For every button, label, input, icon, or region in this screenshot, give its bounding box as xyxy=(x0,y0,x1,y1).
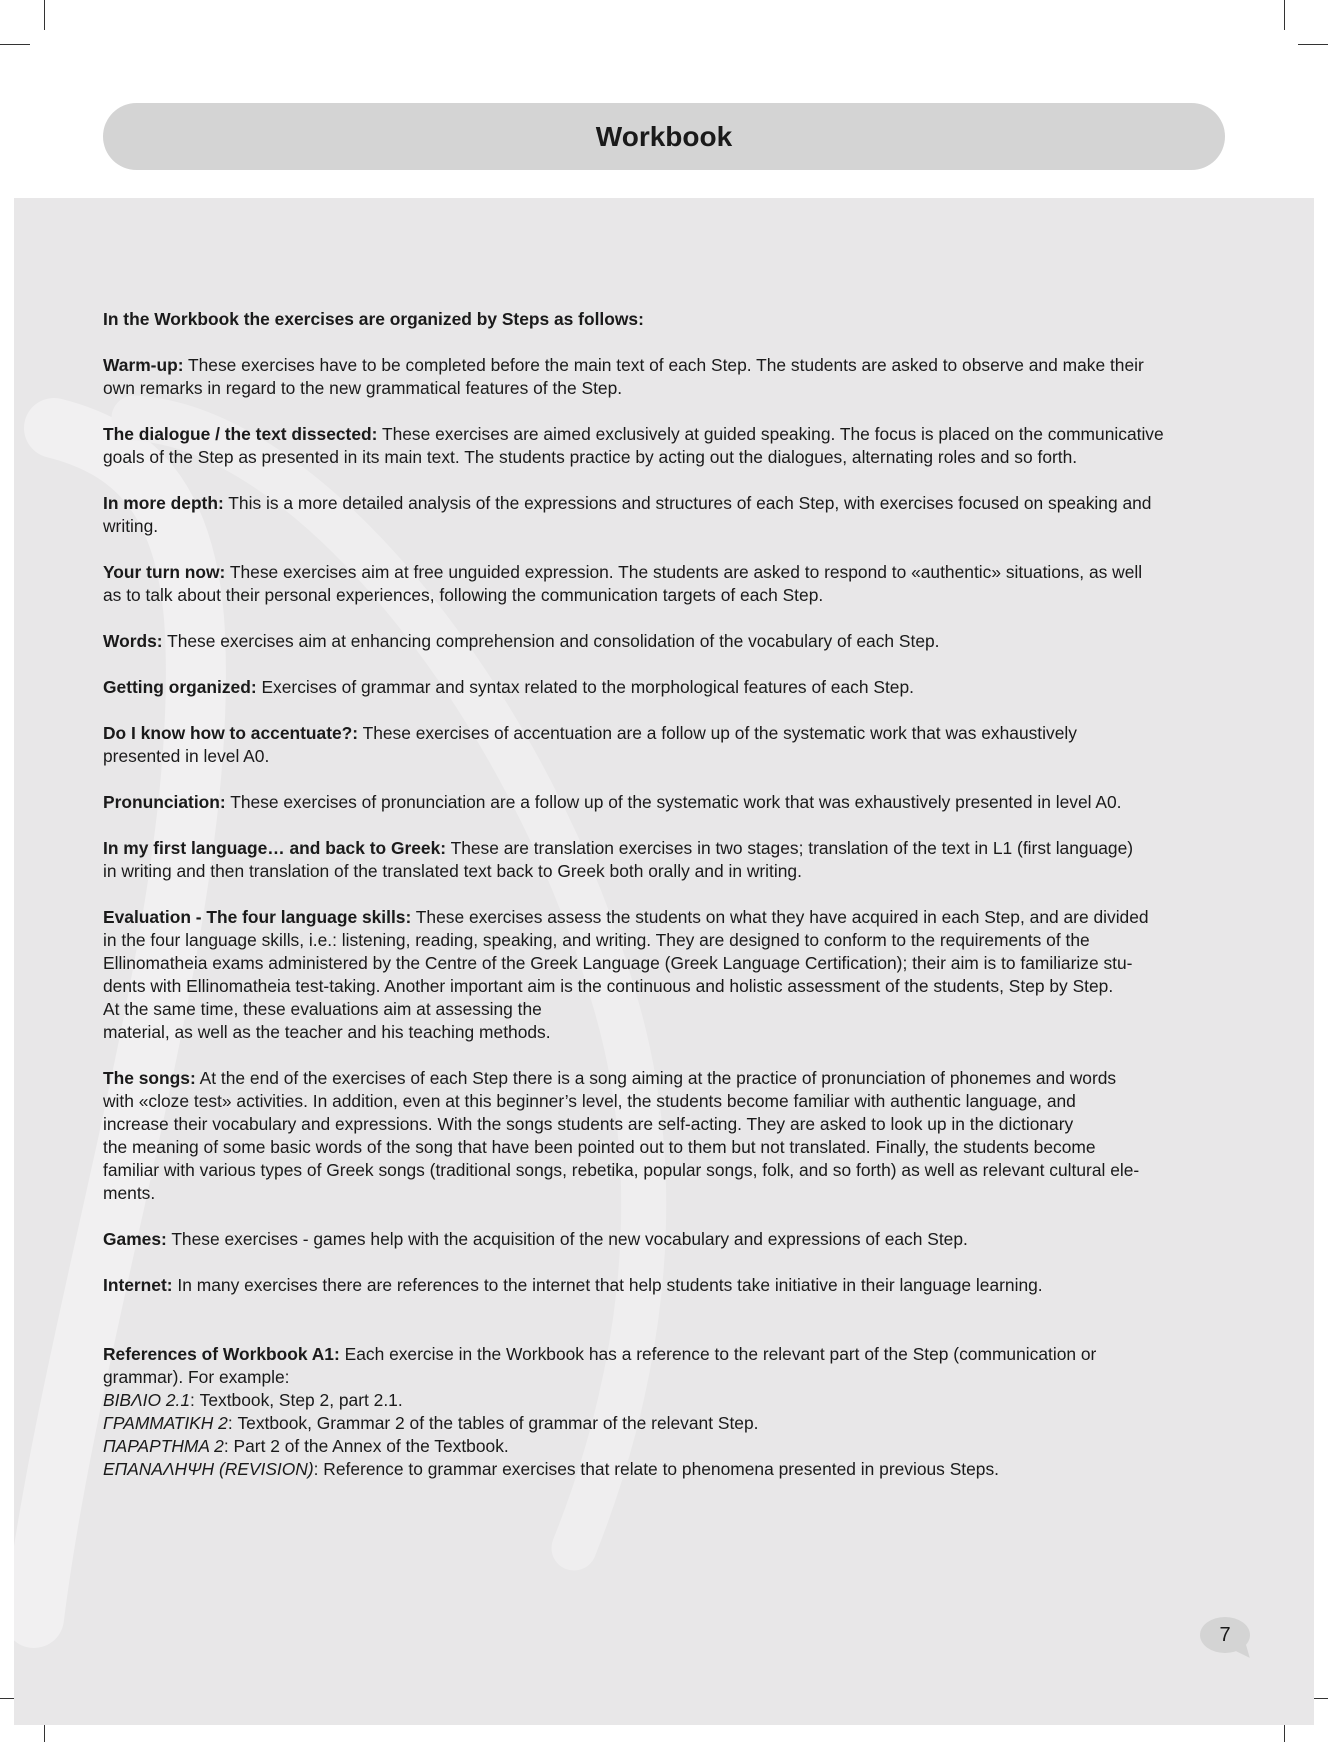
section-text: goals of the Step as presented in its main text. The students practice by acting out the dialogues, alternating roles and so forth. xyxy=(103,447,1078,467)
section-text: with «cloze test» activities. In addition, even at this beginner’s level, the students become familiar with authentic language, and xyxy=(103,1091,1076,1111)
title-bar xyxy=(103,103,1225,170)
section-paragraph xyxy=(103,630,1243,653)
section-text: These exercises aim at enhancing comprehension and consolidation of the vocabulary of each Step. xyxy=(162,631,940,651)
section-text: This is a more detailed analysis of the expressions and structures of each Step, with exercises focused on speaking and xyxy=(223,493,1152,513)
section-text: These exercises assess the students on what they have acquired in each Step, and are divided xyxy=(411,907,1149,927)
page-title: Workbook xyxy=(595,120,733,152)
section-paragraph xyxy=(103,791,1243,814)
crop-mark xyxy=(1298,44,1328,45)
section-paragraph xyxy=(103,561,1243,607)
section-term: Your turn now: xyxy=(103,562,226,582)
section-text: These exercises aim at free unguided expression. The students are asked to respond to «authentic» situations, as well xyxy=(225,562,1143,582)
section-text: material, as well as the teacher and his teaching methods. xyxy=(103,1022,551,1042)
section-term: Warm-up: xyxy=(103,355,184,375)
section-text: familiar with various types of Greek songs (traditional songs, rebetika, popular songs, folk, and so forth) as well as relevant cultural ele- xyxy=(103,1160,1140,1180)
section-text: These exercises are aimed exclusively at guided speaking. The focus is placed on the communicative xyxy=(377,424,1164,444)
crop-mark xyxy=(44,0,45,30)
crop-mark xyxy=(0,44,30,45)
section-paragraph xyxy=(103,906,1243,1044)
section-text: own remarks in regard to the new grammatical features of the Step. xyxy=(103,378,623,398)
section-term: Internet: xyxy=(103,1275,173,1295)
section-term: Do I know how to accentuate?: xyxy=(103,723,359,743)
section-paragraph xyxy=(103,423,1243,469)
section-paragraph xyxy=(103,354,1243,400)
section-term: Pronunciation: xyxy=(103,792,226,812)
section-text: as to talk about their personal experiences, following the communication targets of each Step. xyxy=(103,585,824,605)
section-text: At the same time, these evaluations aim at assessing the xyxy=(103,999,542,1019)
section-text: These exercises of accentuation are a follow up of the systematic work that was exhaustively xyxy=(358,723,1077,743)
section-text: increase their vocabulary and expressions. With the songs students are self-acting. They are asked to look up in the dictionary xyxy=(103,1114,1074,1134)
reference-example: ΓΡΑΜΜΑΤΙΚΗ 2: Textbook, Grammar 2 of the tables of grammar of the relevant Step. xyxy=(103,1413,759,1433)
reference-example: ΕΠΑΝΑΛΗΨΗ (REVISION): Reference to grammar exercises that relate to phenomena presented in previous Steps. xyxy=(103,1459,1000,1479)
section-paragraph xyxy=(103,1274,1243,1297)
section-text: in the four language skills, i.e.: listening, reading, speaking, and writing. They are designed to conform to the requirements of the xyxy=(103,930,1090,950)
section-text: ments. xyxy=(103,1183,156,1203)
section-term: Games: xyxy=(103,1229,167,1249)
page-number: 7 xyxy=(1200,1617,1250,1653)
section-term: References of Workbook A1: xyxy=(103,1344,340,1364)
references-section xyxy=(103,1343,1243,1481)
section-text: These exercises - games help with the acquisition of the new vocabulary and expressions of each Step. xyxy=(166,1229,968,1249)
reference-example: ΒΙΒΛΙΟ 2.1: Textbook, Step 2, part 2.1. xyxy=(103,1390,403,1410)
section-term: In my first language… and back to Greek: xyxy=(103,838,447,858)
section-text: These exercises of pronunciation are a follow up of the systematic work that was exhaustively presented in level A0. xyxy=(225,792,1122,812)
section-paragraph xyxy=(103,676,1243,699)
section-text: These exercises have to be completed before the main text of each Step. The students are asked to observe and make their xyxy=(183,355,1144,375)
section-text: the meaning of some basic words of the song that have been pointed out to them but not translated. Finally, the students become xyxy=(103,1137,1096,1157)
section-term: Words: xyxy=(103,631,163,651)
document-body xyxy=(103,308,1243,1504)
section-text: These are translation exercises in two stages; translation of the text in L1 (first language) xyxy=(446,838,1134,858)
section-term: The songs: xyxy=(103,1068,196,1088)
reference-example: ΠΑΡΑΡΤΗΜΑ 2: Part 2 of the Annex of the Textbook. xyxy=(103,1436,509,1456)
section-term: In more depth: xyxy=(103,493,224,513)
section-text: writing. xyxy=(103,516,159,536)
section-text: in writing and then translation of the translated text back to Greek both orally and in writing. xyxy=(103,861,802,881)
crop-mark xyxy=(1284,0,1285,30)
section-text: presented in level A0. xyxy=(103,746,270,766)
section-text: dents with Ellinomatheia test-taking. Another important aim is the continuous and holistic assessment of the students, Step by Step. xyxy=(103,976,1114,996)
section-term: The dialogue / the text dissected: xyxy=(103,424,378,444)
section-text: At the end of the exercises of each Step there is a song aiming at the practice of pronunciation of phonemes and words xyxy=(195,1068,1117,1088)
section-paragraph xyxy=(103,1067,1243,1205)
section-term: Evaluation - The four language skills: xyxy=(103,907,412,927)
section-paragraph xyxy=(103,722,1243,768)
section-paragraph xyxy=(103,837,1243,883)
content-panel xyxy=(14,198,1314,1725)
section-text: Each exercise in the Workbook has a reference to the relevant part of the Step (communication or xyxy=(339,1344,1097,1364)
section-text: Ellinomatheia exams administered by the Centre of the Greek Language (Greek Language Certification); their aim is to familiarize stu- xyxy=(103,953,1133,973)
section-paragraph xyxy=(103,1228,1243,1251)
section-paragraph xyxy=(103,492,1243,538)
section-text: Exercises of grammar and syntax related to the morphological features of each Step. xyxy=(256,677,914,697)
section-term: Getting organized: xyxy=(103,677,257,697)
section-text: In many exercises there are references to the internet that help students take initiative in their language learning. xyxy=(172,1275,1043,1295)
intro-heading: In the Workbook the exercises are organized by Steps as follows: xyxy=(103,309,644,329)
section-text: grammar). For example: xyxy=(103,1367,290,1387)
